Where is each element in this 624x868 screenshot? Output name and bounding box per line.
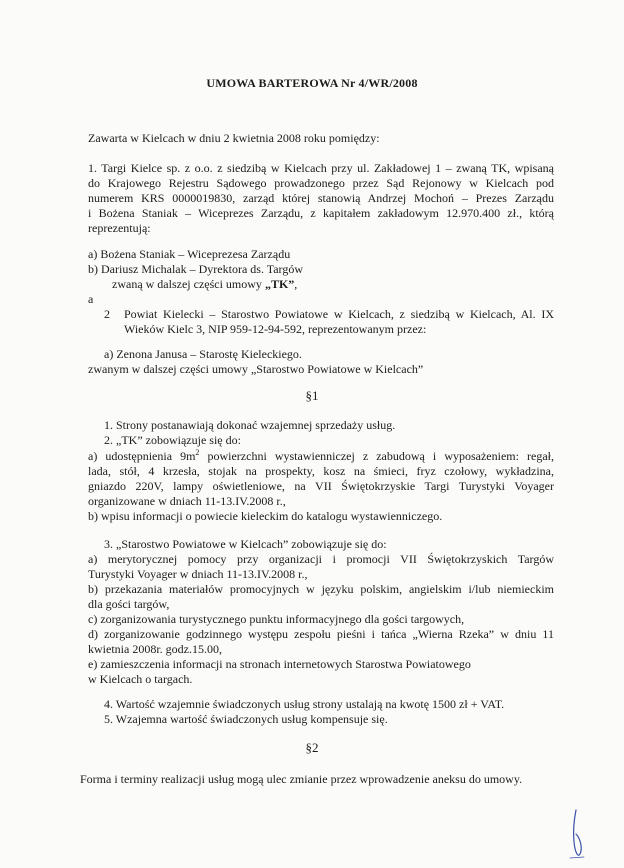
party1-line-3: numerem KRS 0000019830, zarząd której stanowią Andrzej Mochoń – Prezes Zarządu xyxy=(88,191,554,205)
starostwo-obligation-d-line-2: kwietnia 2008r. godz.15.00, xyxy=(88,642,222,656)
party1-line-2: do Krajowego Rejestru Sądowego prowadzonego przez Sąd Rejonowy w Kielcach pod xyxy=(88,176,554,190)
starostwo-obligation-b-line-2: dla gości targów, xyxy=(88,597,170,611)
starostwo-obligation-b-line-1: b) przekazania materiałów promocyjnych w języku polskim, angielskim i/lub niemieckim xyxy=(88,582,554,596)
starostwo-obligation-a-line-2: Turystyki Voyager w dniach 11-13.IV.2008 r., xyxy=(88,567,308,581)
handwritten-initials-signature xyxy=(566,808,588,860)
party1-designation xyxy=(112,277,297,291)
designation-prefix: zwaną w dalszej części umowy xyxy=(112,277,265,291)
party2-line-2: Wieków Kielc 3, NIP 959-12-94-592, reprezentowanym przez: xyxy=(124,322,427,336)
conjunction: a xyxy=(88,292,94,306)
party2-number: 2 xyxy=(104,307,110,321)
section-1-item-2: 2. „TK” zobowiązuje się do: xyxy=(104,433,241,447)
tk-obligation-a-line-1 xyxy=(88,449,554,463)
representative-a: a) Bożena Staniak – Wiceprezesa Zarządu xyxy=(88,247,291,261)
starostwo-obligation-e-line-1: e) zamieszczenia informacji na stronach internetowych Starostwa Powiatowego xyxy=(88,657,471,671)
starostwo-obligation-d-line-1: d) zorganizowanie godzinnego występu zespołu pieśni i tańca „Wierna Rzeka” w dniu 11 xyxy=(88,627,554,641)
representative-b: b) Dariusz Michalak – Dyrektora ds. Targów xyxy=(88,262,303,276)
section-1-item-1: 1. Strony postanawiają dokonać wzajemnej sprzedaży usług. xyxy=(104,418,396,432)
party1-line-1: 1. Targi Kielce sp. z o.o. z siedzibą w Kielcach przy ul. Zakładowej 1 – zwaną TK, wpisaną xyxy=(88,161,554,175)
intro-text: Zawarta w Kielcach w dniu 2 kwietnia 2008 roku pomiędzy: xyxy=(88,131,380,145)
section-1-item-5: 5. Wzajemna wartość świadczonych usług kompensuje się. xyxy=(104,712,388,726)
starostwo-obligation-e-line-2: w Kielcach o targach. xyxy=(88,672,193,686)
party2-representative: a) Zenona Janusa – Starostę Kieleckiego. xyxy=(104,347,302,361)
party2-designation: zwanym w dalszej części umowy „Starostwo Powiatowe w Kielcach” xyxy=(88,362,424,376)
starostwo-obligation-c: c) zorganizowania turystycznego punktu informacyjnego dla gości targowych, xyxy=(88,612,465,626)
party1-line-4: i Bożena Staniak – Wiceprezes Zarządu, z kapitałem zakładowym 12.970.400 zł., którą xyxy=(88,206,554,220)
tk-a-text-end: powierzchni wystawienniczej z zabudową i wyposażeniem: regał, xyxy=(199,449,554,463)
starostwo-obligation-a-line-1: a) merytorycznej pomocy przy organizacji i promocji VII Świętokrzyskich Targów xyxy=(88,552,554,566)
party1-line-5: reprezentują: xyxy=(88,221,151,235)
designation-suffix: , xyxy=(294,277,298,291)
section-1-item-4: 4. Wartość wzajemnie świadczonych usług strony ustalają na kwotę 1500 zł + VAT. xyxy=(104,697,505,711)
tk-obligation-b: b) wpisu informacji o powiecie kieleckim do katalogu wystawienniczego. xyxy=(88,509,443,523)
tk-obligation-a-line-4: organizowane w dniach 11-13.IV.2008 r., xyxy=(88,494,286,508)
section-2-heading: §2 xyxy=(305,740,319,755)
designation-name: „TK” xyxy=(264,277,295,291)
party2-line-1: Powiat Kielecki – Starostwo Powiatowe w Kielcach, z siedzibą w Kielcach, Al. IX xyxy=(124,307,554,321)
section-2-text: Forma i terminy realizacji usług mogą ulec zmianie przez wprowadzenie aneksu do umowy. xyxy=(80,772,523,786)
tk-obligation-a-line-2: lada, stół, 4 krzesła, stojak na prospekty, kosz na śmieci, fryz czołowy, wykładzina, xyxy=(88,464,554,478)
section-1-item-3: 3. „Starostwo Powiatowe w Kielcach” zobowiązuje się do: xyxy=(104,537,387,551)
superscript-2: 2 xyxy=(195,448,200,457)
tk-a-text-start: a) udostępnienia 9m xyxy=(88,449,196,463)
section-1-heading: §1 xyxy=(305,388,319,403)
document-title: UMOWA BARTEROWA Nr 4/WR/2008 xyxy=(206,76,418,90)
tk-obligation-a-line-3: gniazdo 220V, lampy oświetleniowe, na VII Świętokrzyskie Targi Turystyki Voyager xyxy=(88,479,554,493)
